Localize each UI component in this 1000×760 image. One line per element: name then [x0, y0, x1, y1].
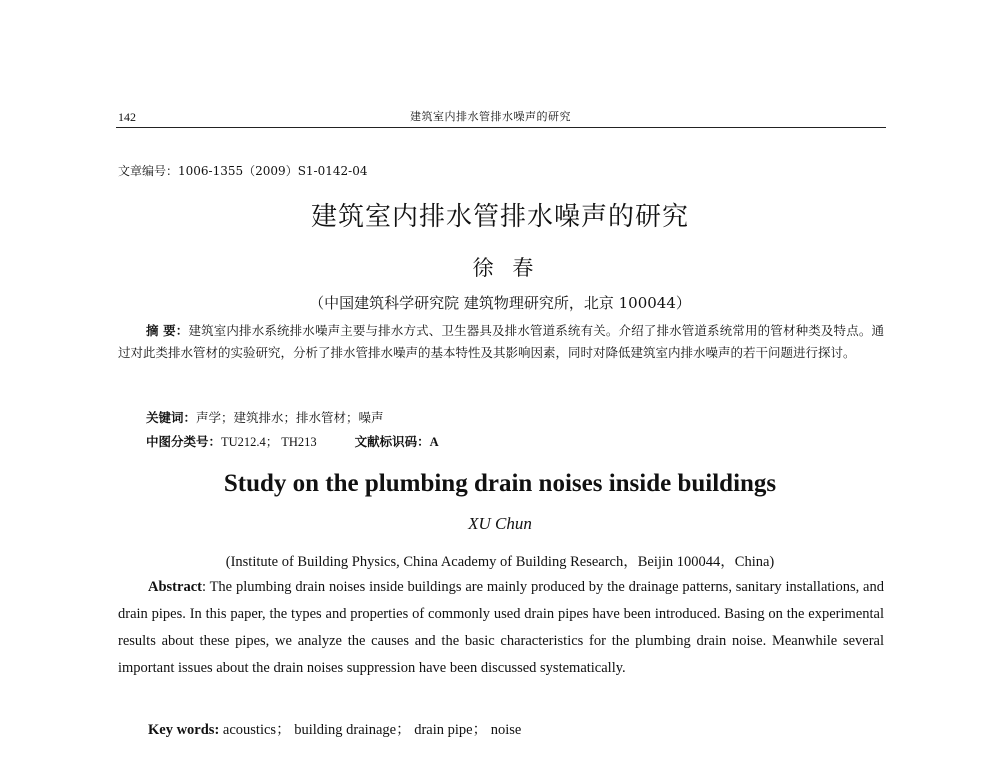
keywords-english: [148, 718, 521, 739]
keywords-chinese: [146, 408, 384, 426]
title-english: Study on the plumbing drain noises inside buildings: [223, 470, 777, 497]
article-id-label: 文章编号：: [118, 164, 179, 178]
page-number: 142: [118, 110, 136, 124]
keywords-chinese-label: 关键词：: [146, 410, 197, 425]
document-code-value: A: [429, 435, 439, 449]
classification-label: 中图分类号：: [146, 434, 222, 449]
affiliation-english: (Institute of Building Physics, China Academy of Building Research，Beijin 100044，China): [225, 554, 775, 570]
document-code-label: 文献标识码：: [354, 434, 430, 449]
keywords-english-text: acoustics； building drainage； drain pipe； noise: [219, 722, 522, 738]
author-english: XU Chun: [468, 514, 532, 533]
keywords-chinese-text: 声学；建筑排水；排水管材；噪声: [196, 410, 384, 425]
article-id-value: 1006-1355（2009）S1-0142-04: [178, 164, 368, 178]
classification-value: TU212.4； TH213: [221, 435, 317, 449]
classification-chinese: [146, 432, 439, 450]
affiliation-chinese: （中国建筑科学研究院 建筑物理研究所，北京 100044）: [309, 294, 691, 312]
title-chinese: 建筑室内排水管排水噪声的研究: [310, 202, 689, 232]
running-title: 建筑室内排水管排水噪声的研究: [410, 110, 571, 123]
abstract-chinese-label: 摘 要：: [146, 323, 189, 338]
header-rule: [116, 127, 886, 128]
article-id: [118, 162, 367, 179]
abstract-chinese-text: 建筑室内排水系统排水噪声主要与排水方式、卫生器具及排水管道系统有关。介绍了排水管道系统常用的管材种类及特点。通过对此类排水管材的实验研究，分析了排水管排水噪声的基本特性及其影响因素，同时对降低建筑室内排水噪声的若干问题进行探讨。: [118, 323, 884, 360]
abstract-chinese: [118, 320, 884, 364]
keywords-english-label: Key words:: [148, 722, 220, 738]
abstract-english: [118, 574, 884, 682]
abstract-english-label: Abstract: [148, 579, 202, 595]
author-chinese: 徐 春: [472, 256, 540, 280]
abstract-english-text: : The plumbing drain noises inside buildings are mainly produced by the drainage patterns, sanitary installations, and drain pipes. In this paper, the types and properties of commonly used drain pipes have been introduced. Basing on the experimental results about these pipes, we analyze the causes and the basic characteristics for the plumbing drain noise. Meanwhile several important issues about the drain noises suppression have been discussed systematically.: [118, 579, 884, 676]
